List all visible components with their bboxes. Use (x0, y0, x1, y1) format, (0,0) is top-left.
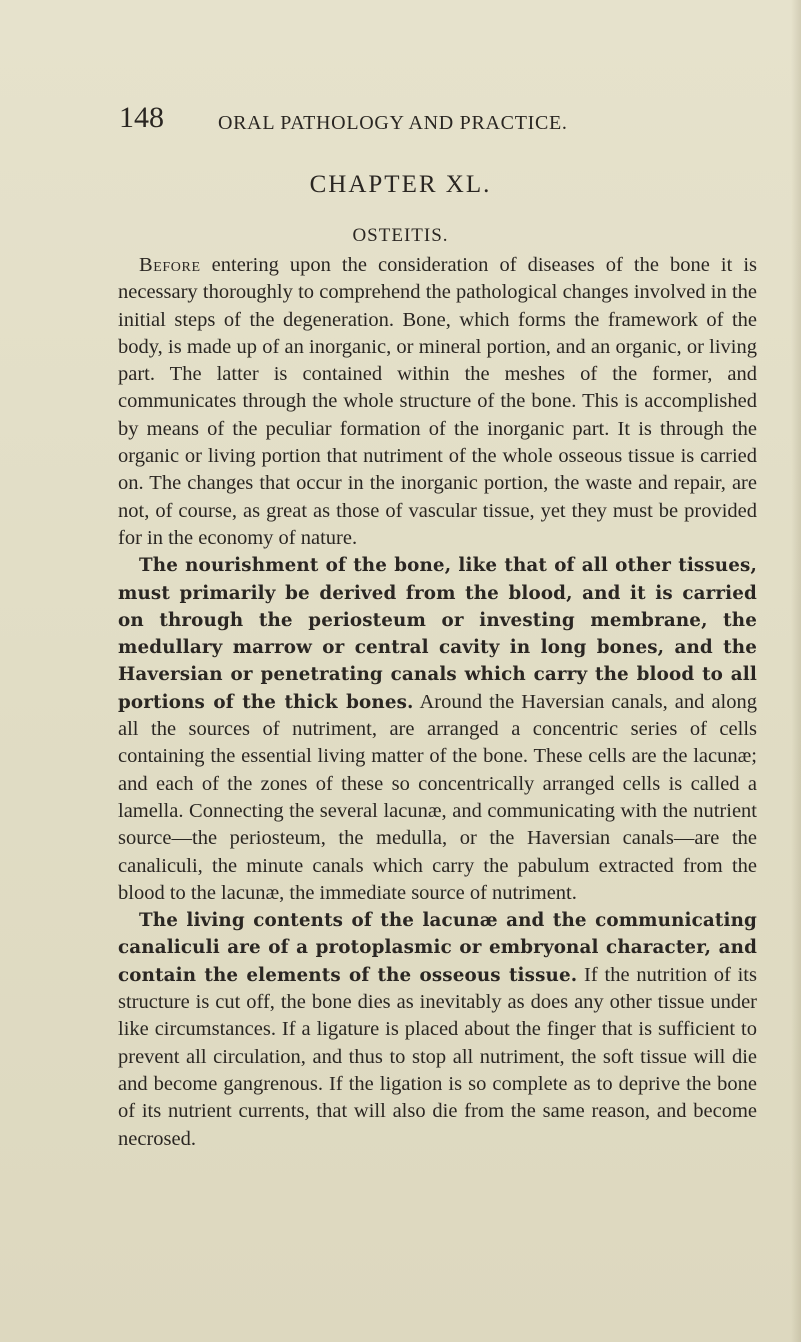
running-header (119, 100, 759, 140)
chapter-title: CHAPTER XL. (309, 171, 492, 198)
running-title: ORAL PATHOLOGY AND PRACTICE. (218, 112, 568, 134)
page-edge-shadow (791, 0, 801, 1342)
paragraph-3 (118, 907, 757, 1153)
paragraph-lead-word: Before (139, 254, 201, 276)
paragraph-bold-text: The nourishment of the bone, like that of all other tissues, must primarily be derived from the blood, and it is carried on through the periosteum or investing membrane, the medullary marrow or central cavity in long bones, and the Haversian or penetrating canals which carry the blood to all portions of the thick bones. (118, 555, 757, 713)
body-text (118, 252, 757, 1153)
paragraph-text: If the nutrition of its structure is cut off, the bone dies as inevitably as does any other tissue under like circumstances. If a ligature is placed about the finger that is sufficient to prevent all circulation, and thus to stop all nutriment, the soft tissue will die and become gangrenous. If the ligation is so complete as to deprive the bone of its nutrient currents, that will also die from the same reason, and become necrosed. (118, 963, 757, 1150)
paragraph-bold-text: The living contents of the lacunæ and the communicating canaliculi are of a protoplasmic or embryonal character, and contain the elements of the osseous tissue. (118, 910, 757, 986)
paragraph-text: entering upon the consideration of diseases of the bone it is necessary thoroughly to comprehend the pathological changes involved in the initial steps of the degeneration. Bone, which forms the framework of the body, is made up of an inorganic, or mineral portion, and an organic, or living part. The latter is contained within the meshes of the former, and communicates through the whole structure of the bone. This is accomplished by means of the peculiar formation of the inorganic part. It is through the organic or living portion that nutriment of the whole osseous tissue is carried on. The changes that occur in the inorganic portion, the waste and repair, are not, of course, as great as those of vascular tissue, yet they must be provided for in the economy of nature. (118, 254, 757, 549)
paragraph-2 (118, 552, 757, 907)
paragraph-1 (118, 252, 757, 552)
paragraph-text: Around the Haversian canals, and along all the sources of nutriment, are arranged a concentric series of cells containing the essential living matter of the bone. These cells are the lacunæ; and each of the zones of these so concentrically arranged cells is called a lamella. Connecting the several lacunæ, and communicating with the nutrient source—the periosteum, the medulla, or the Haversian canals—are the canaliculi, the minute canals which carry the pabulum extracted from the blood to the lacunæ, the immediate source of nutriment. (118, 690, 757, 904)
page-number: 148 (119, 101, 164, 134)
section-title: OSTEITIS. (352, 225, 449, 246)
